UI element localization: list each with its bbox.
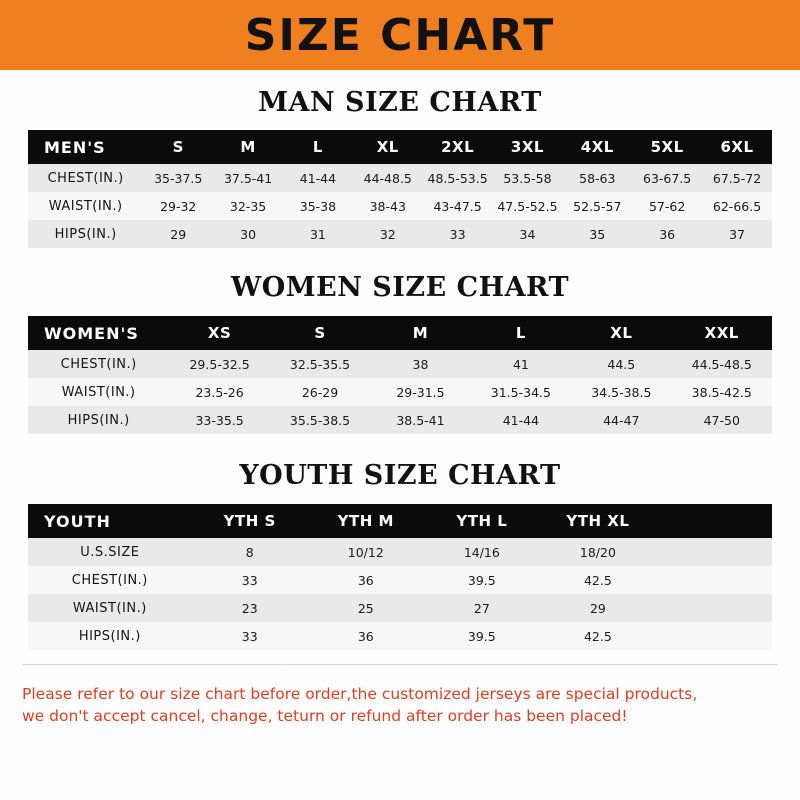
table-cell: 35.5-38.5 xyxy=(289,412,351,428)
table-row xyxy=(28,594,772,622)
table-cell: 14/16 xyxy=(463,544,500,560)
table-cell xyxy=(656,566,772,594)
column-header: S xyxy=(314,324,326,342)
women-table-wrapper xyxy=(0,316,800,434)
table-cell: 33 xyxy=(449,226,466,242)
table-cell: 30 xyxy=(240,226,257,242)
table-cell: 37.5-41 xyxy=(223,170,273,186)
row-label: HIPS(IN.) xyxy=(78,628,141,644)
table-cell xyxy=(656,622,772,650)
table-cell: 38 xyxy=(412,356,429,372)
column-header: XL xyxy=(376,138,399,156)
table-row xyxy=(28,406,772,434)
table-cell: 62-66.5 xyxy=(712,198,762,214)
column-header: 4XL xyxy=(580,138,614,156)
column-header: YTH L xyxy=(456,512,508,530)
table-row xyxy=(28,350,772,378)
column-header: M xyxy=(240,138,256,156)
women-section-title: WOMEN SIZE CHART xyxy=(230,272,570,303)
table-cell: 36 xyxy=(659,226,676,242)
column-header: L xyxy=(312,138,323,156)
table-cell: 36 xyxy=(357,572,374,588)
table-cell: 38.5-41 xyxy=(396,412,445,428)
table-cell: 47-50 xyxy=(703,412,740,428)
table-cell: 36 xyxy=(357,628,374,644)
table-cell: 25 xyxy=(357,600,374,616)
column-header: WOMEN'S xyxy=(44,323,139,343)
table-cell: 58-63 xyxy=(579,170,616,186)
row-label: WAIST(IN.) xyxy=(61,384,136,400)
column-header: YTH S xyxy=(223,512,276,530)
table-cell: 31 xyxy=(309,226,326,242)
table-cell: 31.5-34.5 xyxy=(490,384,551,400)
table-cell: 44.5 xyxy=(607,356,636,372)
man-section-title: MAN SIZE CHART xyxy=(258,87,542,118)
man-size-table xyxy=(28,130,772,248)
table-cell: 63-67.5 xyxy=(643,170,692,186)
table-row xyxy=(28,538,772,566)
column-header: L xyxy=(515,324,526,342)
column-header: 2XL xyxy=(441,138,475,156)
table-row xyxy=(28,220,772,248)
note-line-2: we don't accept cancel, change, teturn or refund after order has been placed! xyxy=(22,707,628,726)
man-table-wrapper xyxy=(0,130,800,248)
table-row xyxy=(28,164,772,192)
table-cell: 8 xyxy=(245,544,254,560)
column-header: M xyxy=(412,324,429,342)
note-line-1: Please refer to our size chart before order,the customized jerseys are special products, xyxy=(22,685,698,703)
table-cell: 41-44 xyxy=(502,412,540,428)
table-cell: 29 xyxy=(589,600,606,616)
table-cell: 33 xyxy=(241,572,258,588)
column-header xyxy=(656,504,772,538)
table-header-row xyxy=(28,504,772,538)
table-cell: 32 xyxy=(379,226,396,242)
page-banner xyxy=(0,0,800,70)
table-cell: 26-29 xyxy=(301,384,339,400)
table-cell: 34 xyxy=(519,226,536,242)
row-label: HIPS(IN.) xyxy=(67,412,130,428)
table-cell: 42.5 xyxy=(583,628,612,644)
table-cell: 48.5-53.5 xyxy=(427,170,488,186)
table-cell: 29.5-32.5 xyxy=(189,356,250,372)
table-cell: 32.5-35.5 xyxy=(289,356,351,372)
table-cell: 39.5 xyxy=(467,572,496,588)
table-cell: 35 xyxy=(589,226,606,242)
row-label: HIPS(IN.) xyxy=(54,226,117,242)
table-cell: 41 xyxy=(512,356,529,372)
women-size-table xyxy=(28,316,772,434)
column-header: YTH XL xyxy=(566,512,630,530)
table-row xyxy=(28,192,772,220)
row-label: U.S.SIZE xyxy=(80,544,140,560)
youth-table-wrapper xyxy=(0,504,800,650)
table-cell: 57-62 xyxy=(648,198,686,214)
table-cell xyxy=(656,538,772,566)
table-cell: 33-35.5 xyxy=(195,412,244,428)
youth-section-title: YOUTH SIZE CHART xyxy=(239,460,561,491)
table-cell: 67.5-72 xyxy=(712,170,762,186)
table-cell: 38-43 xyxy=(369,198,406,214)
table-cell: 39.5 xyxy=(467,628,496,644)
column-header: XL xyxy=(610,324,633,342)
column-header: MEN'S xyxy=(44,137,106,157)
column-header: XXL xyxy=(704,324,739,342)
table-cell: 47.5-52.5 xyxy=(497,198,558,214)
table-cell: 53.5-58 xyxy=(503,170,552,186)
table-cell: 52.5-57 xyxy=(573,198,622,214)
table-row xyxy=(28,566,772,594)
column-header: YOUTH xyxy=(44,511,111,531)
column-header: 6XL xyxy=(720,138,754,156)
table-cell: 43-47.5 xyxy=(433,198,482,214)
table-cell: 23 xyxy=(241,600,258,616)
row-label: CHEST(IN.) xyxy=(71,572,148,588)
table-cell: 29-31.5 xyxy=(396,384,445,400)
table-cell: 34.5-38.5 xyxy=(591,384,652,400)
table-cell: 10/12 xyxy=(347,544,384,560)
column-header: 5XL xyxy=(650,138,684,156)
table-row xyxy=(28,378,772,406)
table-cell: 44-48.5 xyxy=(363,170,412,186)
footer-divider xyxy=(22,664,778,665)
row-label: WAIST(IN.) xyxy=(48,198,123,214)
table-cell: 29-32 xyxy=(160,198,197,214)
table-cell: 42.5 xyxy=(583,572,612,588)
table-cell: 44.5-48.5 xyxy=(691,356,752,372)
table-cell: 27 xyxy=(473,600,490,616)
table-cell: 41-44 xyxy=(299,170,337,186)
table-cell: 29 xyxy=(170,226,187,242)
order-policy-note xyxy=(22,683,778,728)
table-cell: 37 xyxy=(729,226,745,242)
table-cell: 35-37.5 xyxy=(154,170,203,186)
table-cell: 33 xyxy=(241,628,258,644)
table-cell: 38.5-42.5 xyxy=(691,384,752,400)
column-header: S xyxy=(172,138,184,156)
table-cell: 35-38 xyxy=(299,198,337,214)
page-title: SIZE CHART xyxy=(244,9,556,61)
table-cell: 23.5-26 xyxy=(195,384,244,400)
table-cell: 32-35 xyxy=(229,198,267,214)
table-row xyxy=(28,622,772,650)
table-cell: 44-47 xyxy=(603,412,640,428)
table-cell xyxy=(656,594,772,622)
table-header-row xyxy=(28,316,772,350)
row-label: WAIST(IN.) xyxy=(72,600,147,616)
youth-size-table xyxy=(28,504,772,650)
row-label: CHEST(IN.) xyxy=(47,170,124,186)
table-header-row xyxy=(28,130,772,164)
table-cell: 18/20 xyxy=(579,544,616,560)
column-header: XS xyxy=(207,324,232,342)
column-header: YTH M xyxy=(337,512,394,530)
column-header: 3XL xyxy=(510,138,544,156)
row-label: CHEST(IN.) xyxy=(60,356,137,372)
